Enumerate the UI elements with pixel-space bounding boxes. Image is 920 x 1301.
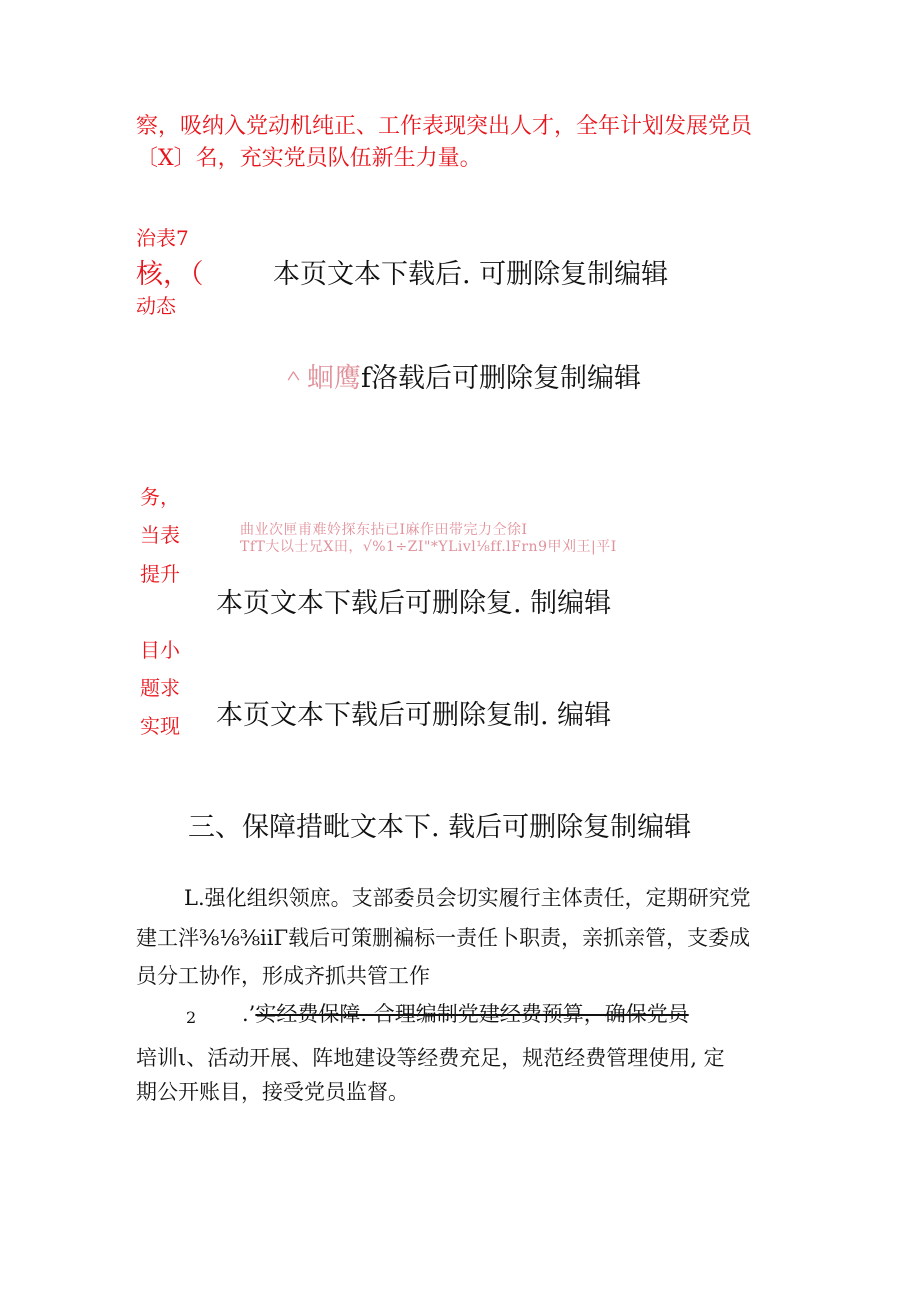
intro-line-2: 〔X〕名，充实党员队伍新生力量。 bbox=[136, 146, 482, 171]
block4-side-3: 实现 bbox=[140, 714, 180, 738]
para2-line-2: 培训ι、活动开展、阵地建设等经费充足，规范经费管理使用, 定 bbox=[136, 1046, 725, 1070]
side-label-top: 治表7 bbox=[136, 226, 189, 250]
para1-line-1: L.强化组织领庶。支部委员会切实履行主体责任，定期研究党 bbox=[184, 886, 751, 910]
block4-side-1: 目小 bbox=[140, 638, 180, 662]
para2-line-3: 期公开账目，接受党员监督。 bbox=[136, 1080, 409, 1104]
block4-side-2: 题求 bbox=[140, 676, 180, 700]
block3-main-text: 本页文本下载后可删除复. 制编辑 bbox=[216, 588, 612, 619]
para2-mark: .’ bbox=[242, 1002, 256, 1026]
block3-side-3: 提升 bbox=[140, 562, 180, 586]
garbled-line-2: TfT大以士兄X田，√%1÷ZI"*YLivl⅛ff.lFrn9甲刈王|平I bbox=[240, 539, 617, 555]
block2-main-text: f洛载后可删除复制编辑 bbox=[361, 363, 641, 394]
section-heading: 三、保障措毗文本下. 载后可删除复制编辑 bbox=[188, 812, 692, 843]
para2-strike-text: 实经费保障. 合理编制党建经费预算，确保党员 bbox=[255, 1002, 689, 1026]
para2-line-1 bbox=[242, 996, 689, 1032]
side-label-bottom: 动态 bbox=[136, 294, 176, 318]
block3-side-2: 当表 bbox=[140, 523, 180, 547]
side-label-mid: 核，（ bbox=[136, 259, 204, 290]
block4-main-text: 本页文本下载后可删除复制. 编辑 bbox=[216, 700, 612, 731]
intro-line-1: 察，吸纳入党动机纯正、工作表现突出人才，全年计划发展党员 bbox=[136, 114, 753, 139]
block3-side-1: 务， bbox=[140, 485, 180, 509]
para1-line-3: 员分工协作，形成齐抓共管工作 bbox=[136, 964, 430, 988]
garbled-line-1: 曲业次匣甫难妗探东拈已I麻作田带完力仝徐I bbox=[240, 522, 528, 538]
block2-line bbox=[280, 356, 641, 395]
block1-main-text: 本页文本下载后. 可删除复制编辑 bbox=[273, 259, 669, 290]
block2-prefix: ＾蛔鹰 bbox=[280, 363, 361, 394]
para2-number: 2 bbox=[186, 1008, 197, 1027]
para1-line-2: 建工泮⅜⅛⅜iiΓ载后可策删褊标一责任卜职责，亲抓亲管，支委成 bbox=[136, 926, 751, 950]
